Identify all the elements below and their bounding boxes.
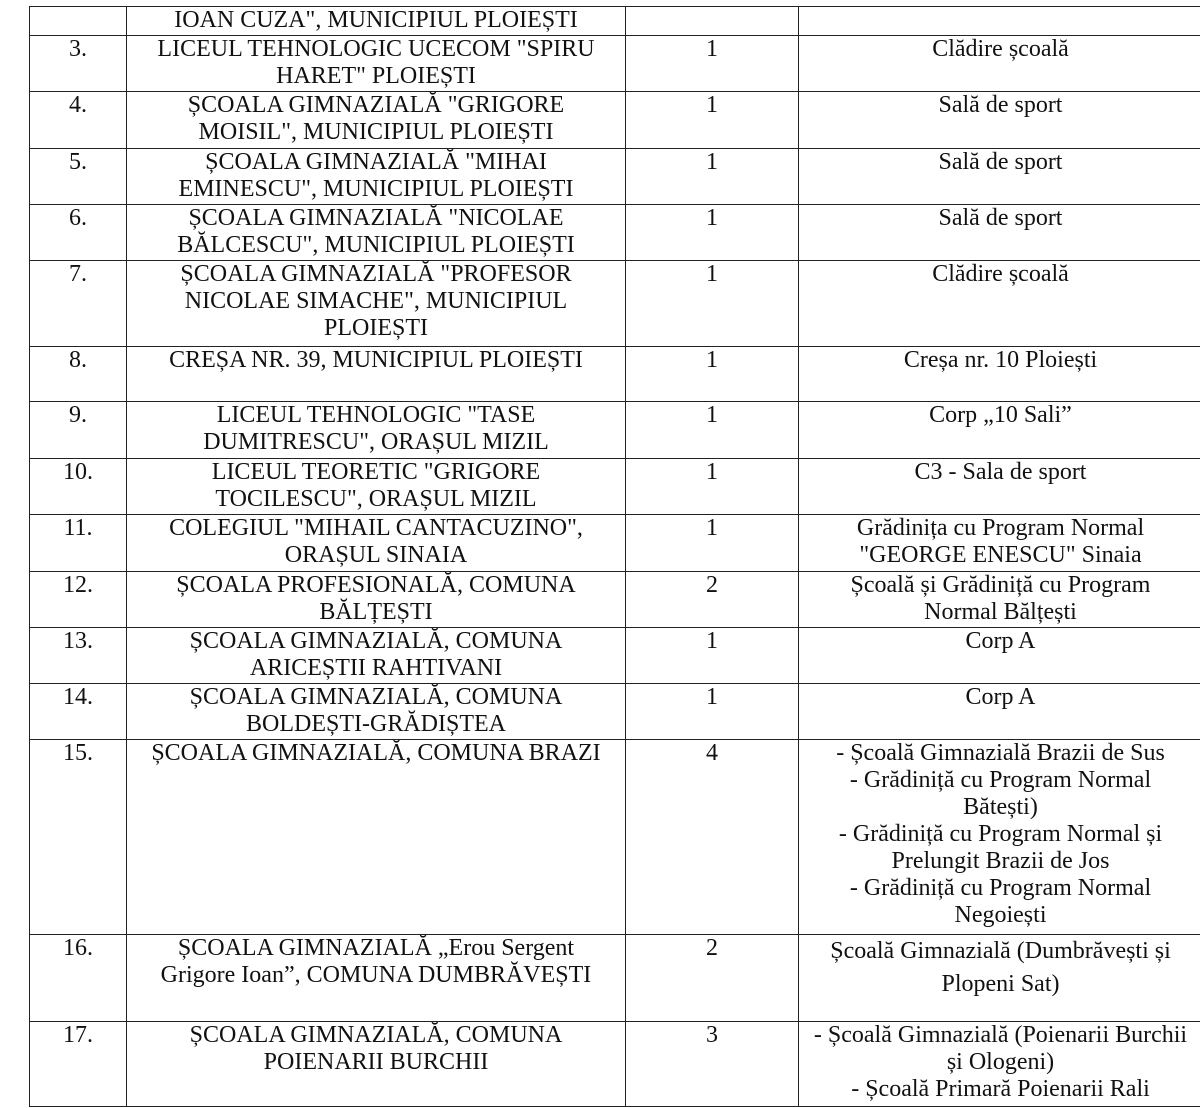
building-description-line: C3 - Sala de sport [914,459,1087,485]
building-description-line: Plopeni Sat) [941,971,1060,997]
building-description-line: Bătești) [963,794,1038,820]
building-description-line: Sală de sport [938,205,1063,231]
unit-name-line: ARICEȘTII RAHTIVANI [249,655,503,681]
unit-name-cell [127,740,626,935]
row-number-cell: 17. [30,1022,127,1107]
unit-name-line: ȘCOALA GIMNAZIALĂ „Erou Sergent [177,935,575,961]
row-number-cell: 6. [30,205,127,261]
building-count-cell: 1 [626,149,799,205]
table-row [30,205,1200,261]
building-description-line: - Grădiniță cu Program Normal și [838,821,1163,847]
building-count-cell: 1 [626,684,799,740]
building-description-line: Sală de sport [938,92,1063,118]
building-description-line: - Școală Gimnazială Brazii de Sus [836,740,1165,766]
unit-name-line: BOLDEȘTI-GRĂDIȘTEA [246,711,506,737]
table-row [30,515,1200,572]
unit-name-line: ȘCOALA GIMNAZIALĂ "NICOLAE [188,205,564,231]
building-count-cell: 1 [626,261,799,347]
building-description-cell [799,572,1200,628]
unit-name-line: CREȘA NR. 39, MUNICIPIUL PLOIEȘTI [169,347,583,373]
building-count-cell: 3 [626,1022,799,1107]
row-number-cell: 9. [30,402,127,459]
row-number-cell: 10. [30,459,127,515]
building-count-cell: 1 [626,628,799,684]
building-description-line: - Școală Primară Poienarii Rali [851,1076,1150,1102]
row-number-cell: 13. [30,628,127,684]
building-count-cell: 1 [626,92,799,149]
building-description-cell [799,628,1200,684]
building-description-line: Sală de sport [938,149,1063,175]
table-row [30,684,1200,740]
table-body [30,7,1200,1107]
unit-name-cell [127,7,626,36]
building-description-line: Corp A [965,628,1036,654]
row-number-cell: 15. [30,740,127,935]
unit-name-cell [127,261,626,347]
unit-name-line: Grigore Ioan”, COMUNA DUMBRĂVEȘTI [160,962,592,988]
row-number-cell: 8. [30,347,127,402]
unit-name-cell [127,935,626,1022]
table-row [30,149,1200,205]
unit-name-line: HARET" PLOIEȘTI [276,63,476,89]
building-count-cell: 1 [626,402,799,459]
row-number-cell: 16. [30,935,127,1022]
building-description-cell [799,92,1200,149]
unit-name-line: ȘCOALA GIMNAZIALĂ, COMUNA [189,628,563,654]
table-row [30,572,1200,628]
table-row [30,459,1200,515]
building-description-line: Școală Gimnazială (Dumbrăvești și [830,938,1171,964]
building-description-line: Clădire școală [932,36,1069,62]
unit-name-line: BĂLCESCU", MUNICIPIUL PLOIEȘTI [177,232,575,258]
unit-name-line: PLOIEȘTI [324,315,428,341]
table-row [30,92,1200,149]
row-number-cell: 14. [30,684,127,740]
building-description-line: Grădinița cu Program Normal [856,515,1145,541]
row-number-cell: 12. [30,572,127,628]
schools-table [29,6,1200,1107]
building-description-cell [799,347,1200,402]
row-number-cell: 4. [30,92,127,149]
building-description-cell [799,740,1200,935]
table-row [30,1022,1200,1107]
building-description-line: - Grădiniță cu Program Normal [849,767,1152,793]
building-description-line: - Grădiniță cu Program Normal [849,875,1152,901]
unit-name-cell [127,459,626,515]
table-row [30,740,1200,935]
unit-name-line: ȘCOALA GIMNAZIALĂ, COMUNA BRAZI [151,740,601,766]
unit-name-cell [127,628,626,684]
building-count-cell: 1 [626,459,799,515]
unit-name-line: NICOLAE SIMACHE", MUNICIPIUL [184,288,568,314]
building-description-cell [799,205,1200,261]
building-description-cell [799,7,1200,36]
row-number-cell: 3. [30,36,127,92]
unit-name-line: COLEGIUL "MIHAIL CANTACUZINO", [169,515,583,541]
building-description-line: Corp A [965,684,1036,710]
building-description-line: "GEORGE ENESCU" Sinaia [859,542,1142,568]
unit-name-line: BĂLȚEȘTI [319,599,433,625]
building-description-cell [799,402,1200,459]
building-description-cell [799,935,1200,1022]
table-row [30,261,1200,347]
unit-name-cell [127,149,626,205]
building-description-cell [799,149,1200,205]
unit-name-line: ORAȘUL SINAIA [284,542,468,568]
row-number-cell: 7. [30,261,127,347]
building-count-cell: 1 [626,515,799,572]
building-count-cell: 4 [626,740,799,935]
unit-name-line: TOCILESCU", ORAȘUL MIZIL [215,486,537,512]
unit-name-line: ȘCOALA GIMNAZIALĂ, COMUNA [189,1022,563,1048]
building-description-line: Negoiești [954,902,1047,928]
unit-name-line: DUMITRESCU", ORAȘUL MIZIL [203,429,549,455]
building-description-line: Normal Bălțești [924,599,1077,625]
unit-name-line: ȘCOALA GIMNAZIALĂ "MIHAI [205,149,547,175]
building-description-cell [799,1022,1200,1107]
building-count-cell: 2 [626,572,799,628]
unit-name-line: EMINESCU", MUNICIPIUL PLOIEȘTI [178,176,574,202]
row-number-cell: 5. [30,149,127,205]
table-row [30,7,1200,36]
building-description-cell [799,684,1200,740]
table-row [30,347,1200,402]
unit-name-line: LICEUL TEHNOLOGIC UCECOM "SPIRU [157,36,595,62]
unit-name-line: LICEUL TEHNOLOGIC "TASE [216,402,536,428]
unit-name-line: LICEUL TEORETIC "GRIGORE [211,459,541,485]
building-description-line: Corp „10 Sali” [929,402,1072,428]
unit-name-cell [127,572,626,628]
building-description-line: Prelungit Brazii de Jos [891,848,1110,874]
unit-name-cell [127,92,626,149]
unit-name-line: ȘCOALA PROFESIONALĂ, COMUNA [176,572,576,598]
table-row [30,402,1200,459]
building-description-line: și Ologeni) [946,1049,1055,1075]
building-count-cell: 1 [626,205,799,261]
unit-name-line: ȘCOALA GIMNAZIALĂ "GRIGORE [187,92,565,118]
table-row [30,36,1200,92]
unit-name-cell [127,515,626,572]
unit-name-cell [127,1022,626,1107]
unit-name-line: MOISIL", MUNICIPIUL PLOIEȘTI [198,119,554,145]
unit-name-line: ȘCOALA GIMNAZIALĂ "PROFESOR [180,261,572,287]
unit-name-cell [127,347,626,402]
unit-name-cell [127,205,626,261]
building-count-cell: 2 [626,935,799,1022]
table-row [30,628,1200,684]
building-description-cell [799,36,1200,92]
document-table-container [29,6,1200,1107]
building-description-cell [799,261,1200,347]
building-description-line: Creșa nr. 10 Ploiești [903,347,1098,373]
row-number-cell [30,7,127,36]
building-description-cell [799,459,1200,515]
row-number-cell: 11. [30,515,127,572]
unit-name-cell [127,402,626,459]
building-description-line: Școală și Grădiniță cu Program [850,572,1151,598]
building-description-line: - Școală Gimnazială (Poienarii Burchii [813,1022,1188,1048]
building-count-cell [626,7,799,36]
building-description-line: Clădire școală [932,261,1069,287]
unit-name-line: ȘCOALA GIMNAZIALĂ, COMUNA [189,684,563,710]
building-description-cell [799,515,1200,572]
building-count-cell: 1 [626,36,799,92]
building-count-cell: 1 [626,347,799,402]
unit-name-line: IOAN CUZA", MUNICIPIUL PLOIEȘTI [174,7,578,33]
unit-name-cell [127,36,626,92]
unit-name-cell [127,684,626,740]
table-row [30,935,1200,1022]
unit-name-line: POIENARII BURCHII [263,1049,489,1075]
